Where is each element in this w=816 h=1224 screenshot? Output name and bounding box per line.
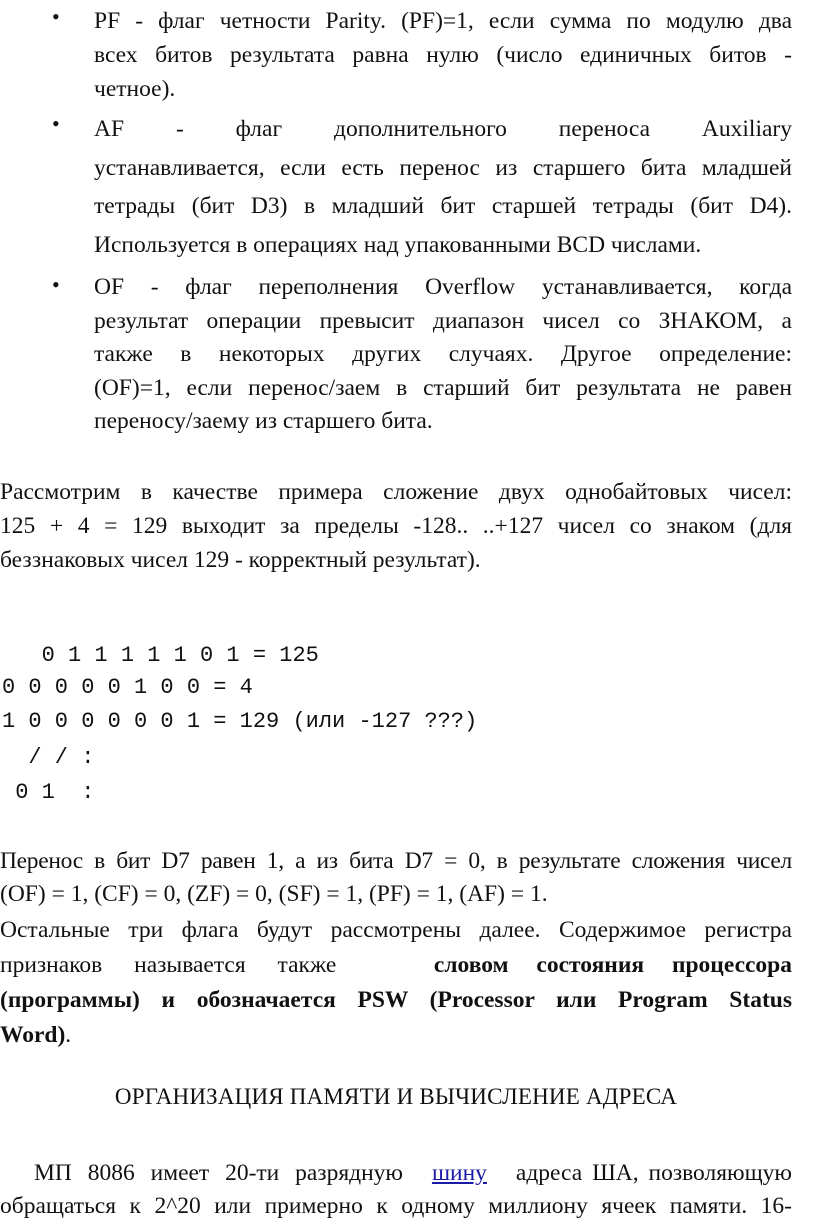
bullet-marker: •	[52, 4, 60, 29]
psw-paragraph	[0, 913, 792, 1053]
bus-link[interactable]: шину	[431, 1160, 487, 1186]
memory-paragraph	[0, 1157, 792, 1223]
carry-paragraph	[0, 845, 792, 911]
psw-term-bold: словом состояния процессора	[433, 952, 792, 978]
calc-line: 0 0 0 0 0 1 0 0 = 4	[2, 675, 253, 700]
psw-definition-bold: (программы) и обозначается PSW (Processor или Program Status	[0, 987, 792, 1013]
paragraph-line	[0, 1018, 792, 1053]
memory-line1-end: адреса ША, позволяющую	[515, 1160, 792, 1186]
bullet-line: всех битов результата равна нулю (число единичных битов -	[94, 42, 792, 68]
bullet-line: результат операции превысит диапазон чисел со ЗНАКОМ, а	[94, 307, 792, 334]
section-title: ОРГАНИЗАЦИЯ ПАМЯТИ И ВЫЧИСЛЕНИЕ АДРЕСА	[114, 1084, 678, 1109]
bullet-line: Используется в операциях над упакованными BCD числами.	[94, 231, 702, 258]
calc-line: / / :	[2, 745, 95, 770]
bullet-line: (OF)=1, если перенос/заем в старший бит результата не равен	[94, 374, 792, 401]
paragraph-line: (OF) = 1, (CF) = 0, (ZF) = 0, (SF) = 1, (PF) = 1, (AF) = 1.	[0, 881, 548, 907]
bullet-item-pf	[94, 4, 792, 106]
calc-line: 0 1 1 1 1 1 0 1 = 125	[2, 643, 319, 668]
bullet-line: переносу/заему из старшего бита.	[94, 408, 433, 434]
paragraph-line	[0, 948, 792, 983]
psw-definition-end-bold: Word)	[0, 1022, 66, 1048]
psw-line2-plain: признаков называется также	[0, 952, 337, 978]
bullet-line: устанавливается, если есть перенос из старшего бита младшей	[94, 154, 792, 181]
bullet-marker: •	[52, 111, 60, 136]
paragraph-line: Остальные три флага будут рассмотрены далее. Содержимое регистра	[0, 917, 792, 943]
paragraph-line: Перенос в бит D7 равен 1, а из бита D7 = 0, в результате сложения чисел	[0, 848, 792, 874]
paragraph-line: Рассмотрим в качестве примера сложение двух однобайтовых чисел:	[0, 479, 792, 505]
paragraph-line: беззнаковых чисел 129 - корректный результат).	[0, 547, 481, 573]
example-paragraph	[0, 475, 792, 577]
paragraph-line: 125 + 4 = 129 выходит за пределы -128.. ..+127 чисел со знаком (для	[0, 513, 792, 539]
bullet-line: AF - флаг дополнительного переноса Auxiliary	[94, 116, 792, 142]
bullet-line: PF - флаг четности Parity. (PF)=1, если сумма по модулю два	[94, 8, 792, 34]
bullet-marker: •	[52, 272, 60, 297]
bullet-line: также в некоторых других случаях. Другое определение:	[94, 341, 792, 367]
paragraph-line: обращаться к 2^20 или примерно к одному миллиону ячеек памяти. 16-	[0, 1193, 792, 1219]
bullet-item-of	[94, 271, 792, 439]
memory-line1-start: МП 8086 имеет 20-ти разрядную	[34, 1160, 403, 1186]
bullet-line: четное).	[94, 76, 176, 102]
paragraph-line	[0, 983, 792, 1018]
bullet-line: OF - флаг переполнения Overflow устанавливается, когда	[94, 274, 792, 300]
bullet-item-af	[94, 110, 792, 264]
psw-period: .	[65, 1022, 72, 1048]
paragraph-line	[0, 1157, 792, 1190]
bullet-line: тетрады (бит D3) в младший бит старшей тетрады (бит D4).	[94, 193, 792, 219]
calc-line: 0 1 :	[2, 780, 95, 805]
calc-line: 1 0 0 0 0 0 0 1 = 129 (или -127 ???)	[2, 709, 478, 734]
